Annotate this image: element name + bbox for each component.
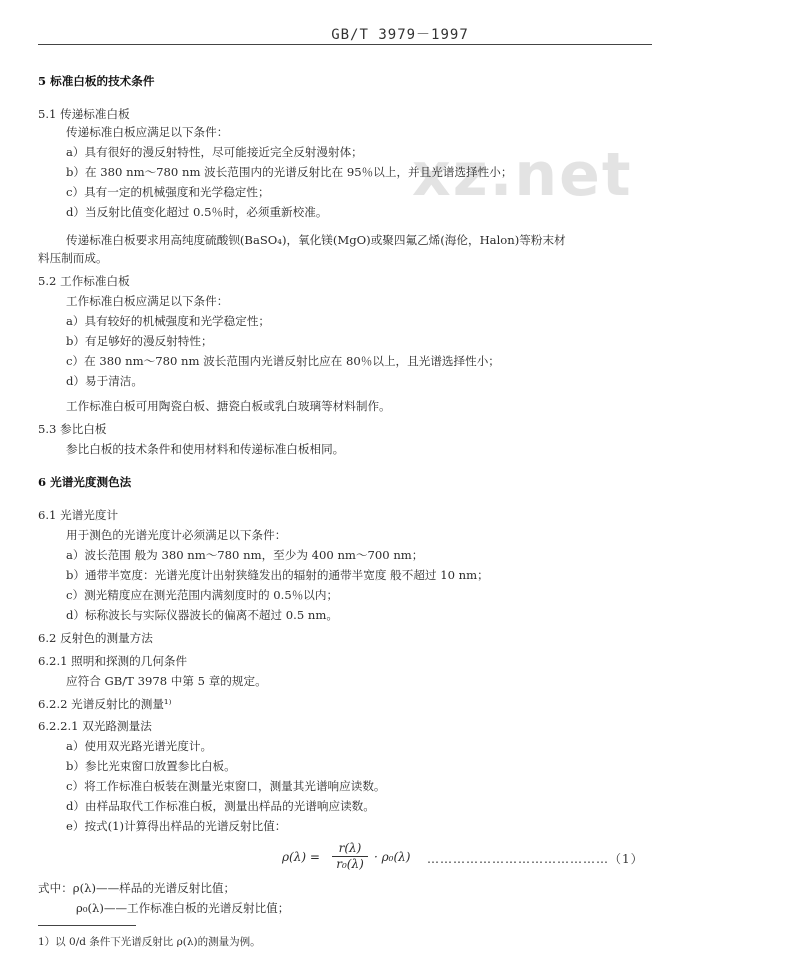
equation-numerator: r(λ) [338, 841, 362, 855]
text-line: c）测光精度应在测光范围内满刻度时的 0.5％以内； [66, 588, 339, 602]
text-line: a）使用双光路光谱光度计。 [66, 739, 213, 753]
where-line-1: 式中：ρ(λ)——样品的光谱反射比值； [38, 881, 236, 895]
text-line: 传递标准白板应满足以下条件： [66, 125, 229, 139]
text-line: a）具有很好的漫反射特性，尽可能接近完全反射漫射体； [66, 145, 363, 159]
text-line: d）当反射比值变化超过 0.5％时，必须重新校准。 [66, 205, 328, 219]
equation-number: ……………………………………（1） [427, 852, 644, 866]
equation-denominator: r₀(λ) [336, 857, 364, 871]
text-line: 传递标准白板要求用高纯度硫酸钡(BaSO₄)，氧化镁(MgO)或聚四氟乙烯(海伦，Halon)等粉末材 [66, 233, 566, 247]
text-line: 用于测色的光谱光度计必须满足以下条件： [66, 528, 287, 542]
text-line: a）波长范围 般为 380 nm～780 nm，至少为 400 nm～700 nm； [66, 548, 424, 562]
text-line: 6.1 光谱光度计 [38, 508, 119, 522]
page-header: GB/T 3979－1997 [331, 27, 469, 43]
text-line: e）按式(1)计算得出样品的光谱反射比值： [66, 819, 287, 833]
text-line: d）由样品取代工作标准白板，测量出样品的光谱响应读数。 [66, 799, 375, 813]
text-line: a）具有较好的机械强度和光学稳定性； [66, 314, 271, 328]
text-line: b）通带半宽度：光谱光度计出射狭缝发出的辐射的通带半宽度 般不超过 10 nm； [66, 568, 489, 582]
equation-rhs: · ρ₀(λ) [374, 850, 411, 864]
text-line: 6.2.2 光谱反射比的测量¹⁾ [38, 697, 172, 711]
text-line: 工作标准白板应满足以下条件： [66, 294, 229, 308]
header-rule [38, 44, 652, 45]
equation-fraction [332, 842, 368, 871]
equation-1 [282, 842, 662, 872]
text-line: c）将工作标准白板装在测量光束窗口，测量其光谱响应读数。 [66, 779, 386, 793]
text-line: c）具有一定的机械强度和光学稳定性； [66, 185, 270, 199]
text-line: 5.2 工作标准白板 [38, 274, 130, 288]
text-line: 6.2 反射色的测量方法 [38, 631, 153, 645]
text-line: d）标称波长与实际仪器波长的偏离不超过 0.5 nm。 [66, 608, 338, 622]
text-line: 5.3 参比白板 [38, 422, 107, 436]
footnote: 1）以 0/d 条件下光谱反射比 ρ(λ)的测量为例。 [38, 936, 261, 948]
text-line: 6.2.2.1 双光路测量法 [38, 719, 152, 733]
section-heading: 6 光谱光度测色法 [38, 475, 132, 489]
text-line: b）在 380 nm～780 nm 波长范围内的光谱反射比在 95％以上，并且光谱选择性小； [66, 165, 513, 179]
text-line: 参比白板的技术条件和使用材料和传递标准白板相同。 [66, 442, 345, 456]
text-line: d）易于清洁。 [66, 374, 143, 388]
text-line: 料压制而成。 [38, 251, 108, 265]
text-line: 工作标准白板可用陶瓷白板、搪瓷白板或乳白玻璃等材料制作。 [66, 399, 391, 413]
where-line-2: ρ₀(λ)——工作标准白板的光谱反射比值； [76, 901, 290, 915]
watermark: xz.net [412, 140, 633, 210]
footnote-rule [38, 925, 136, 926]
section-heading: 5 标准白板的技术条件 [38, 74, 155, 88]
text-line: b）有足够好的漫反射特性； [66, 334, 213, 348]
equation-lhs: ρ(λ) = [282, 850, 320, 864]
text-line: 6.2.1 照明和探测的几何条件 [38, 654, 188, 668]
text-line: c）在 380 nm～780 nm 波长范围内光谱反射比应在 80％以上，且光谱选择性小； [66, 354, 500, 368]
text-line: 5.1 传递标准白板 [38, 107, 130, 121]
text-line: 应符合 GB/T 3978 中第 5 章的规定。 [66, 674, 267, 688]
text-line: b）参比光束窗口放置参比白板。 [66, 759, 236, 773]
